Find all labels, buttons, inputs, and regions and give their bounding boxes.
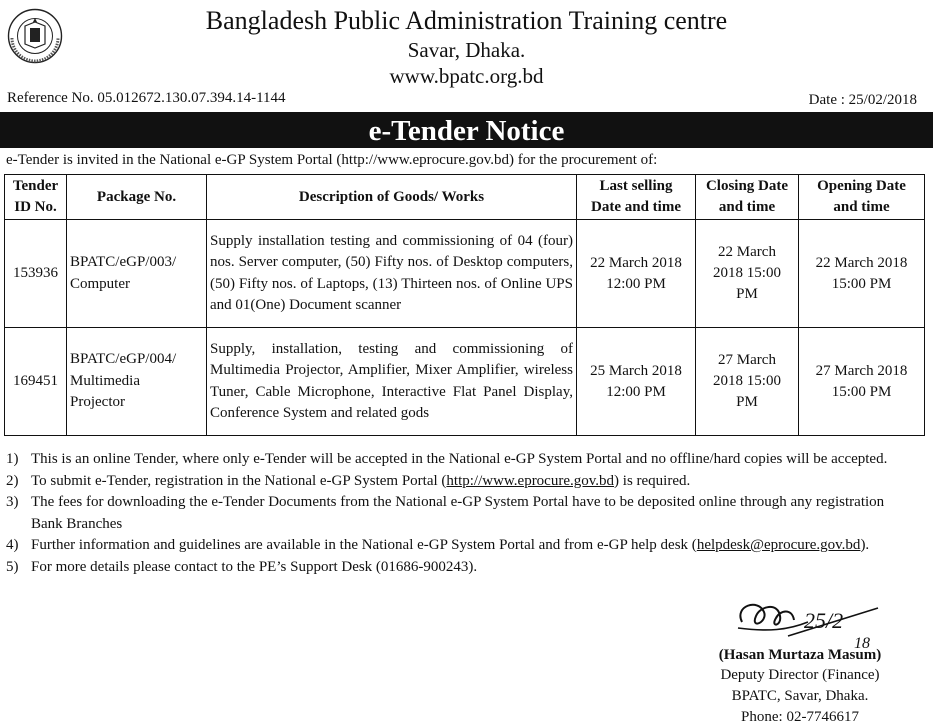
opening-date: 22 March 2018 15:00 PM xyxy=(799,220,925,328)
package-no: BPATC/eGP/003/ Computer xyxy=(67,220,207,328)
tender-table xyxy=(4,174,925,436)
intro-text: e-Tender is invited in the National e-GP System Portal (http://www.eprocure.gov.bd) for the procurement of: xyxy=(6,152,658,168)
closing-date: 22 March 2018 15:00 PM xyxy=(696,220,799,328)
tender-id: 169451 xyxy=(5,328,67,436)
header-tender-id: Tender ID No. xyxy=(5,175,67,220)
last-selling-date: 22 March 2018 12:00 PM xyxy=(577,220,696,328)
closing-date: 27 March 2018 15:00 PM xyxy=(696,328,799,436)
goods-description: Supply, installation, testing and commissioning of Multimedia Projector, Amplifier, Mixer Amplifier, wireless Tuner, Cable Microphone, Interactive Flat Panel Display, Conference System and related gods xyxy=(207,328,577,436)
signatory-office: BPATC, Savar, Dhaka. xyxy=(731,688,869,704)
svg-text:25/2: 25/2 xyxy=(804,608,844,633)
term-item: 2) To submit e-Tender, registration in the National e-GP System Portal (http://www.eprocure.gov.bd) is required. xyxy=(6,472,691,489)
term-item: 5) For more details please contact to the PE’s Support Desk (01686-900243). xyxy=(6,558,478,575)
svg-text:18: 18 xyxy=(854,635,870,652)
opening-date: 27 March 2018 15:00 PM xyxy=(799,328,925,436)
package-no: BPATC/eGP/004/ Multimedia Projector xyxy=(67,328,207,436)
header-package: Package No. xyxy=(67,175,207,220)
eprocure-link[interactable]: http://www.eprocure.gov.bd xyxy=(446,472,615,489)
reference-number: Reference No. 05.012672.130.07.394.14-1144 xyxy=(7,90,286,106)
signatory-phone: Phone: 02-7746617 xyxy=(741,709,859,725)
header-opening: Opening Date and time xyxy=(799,175,925,220)
signatory-name: (Hasan Murtaza Masum) xyxy=(718,647,882,663)
terms-list xyxy=(6,449,906,578)
helpdesk-email-link[interactable]: helpdesk@eprocure.gov.bd xyxy=(696,537,861,553)
organization-website: www.bpatc.org.bd xyxy=(389,64,544,88)
table-row xyxy=(5,328,925,436)
last-selling-date: 25 March 2018 12:00 PM xyxy=(577,328,696,436)
table-row xyxy=(5,220,925,328)
term-item: 3) The fees for downloading the e-Tender Documents from the National e-GP System Portal have to be deposited online through any registration Bank Branches xyxy=(6,494,885,532)
tender-id: 153936 xyxy=(5,220,67,328)
notice-title-banner: e-Tender Notice xyxy=(0,112,933,148)
header-closing: Closing Date and time xyxy=(696,175,799,220)
term-item: 4) Further information and guidelines are available in the National e-GP System Portal and from e-GP help desk (helpdesk@eprocure.gov.bd). xyxy=(6,537,870,553)
organization-location: Savar, Dhaka. xyxy=(407,38,526,62)
goods-description: Supply installation testing and commissioning of 04 (four) nos. Server computer, (50) Fifty nos. of Desktop computers, (50) Fifty nos. of Laptops, (13) Thirteen nos. of Online UPS and 01(One) Document scanner xyxy=(207,220,577,328)
organization-name: Bangladesh Public Administration Training centre xyxy=(205,6,728,35)
tender-table-header xyxy=(5,175,925,220)
signatory-title: Deputy Director (Finance) xyxy=(720,667,880,683)
term-item: 1) This is an online Tender, where only e-Tender will be accepted in the National e-GP System Portal and no offline/hard copies will be accepted. xyxy=(6,451,888,467)
header-description: Description of Goods/ Works xyxy=(207,175,577,220)
header-last-selling: Last selling Date and time xyxy=(577,175,696,220)
notice-date: Date : 25/02/2018 xyxy=(808,92,917,108)
